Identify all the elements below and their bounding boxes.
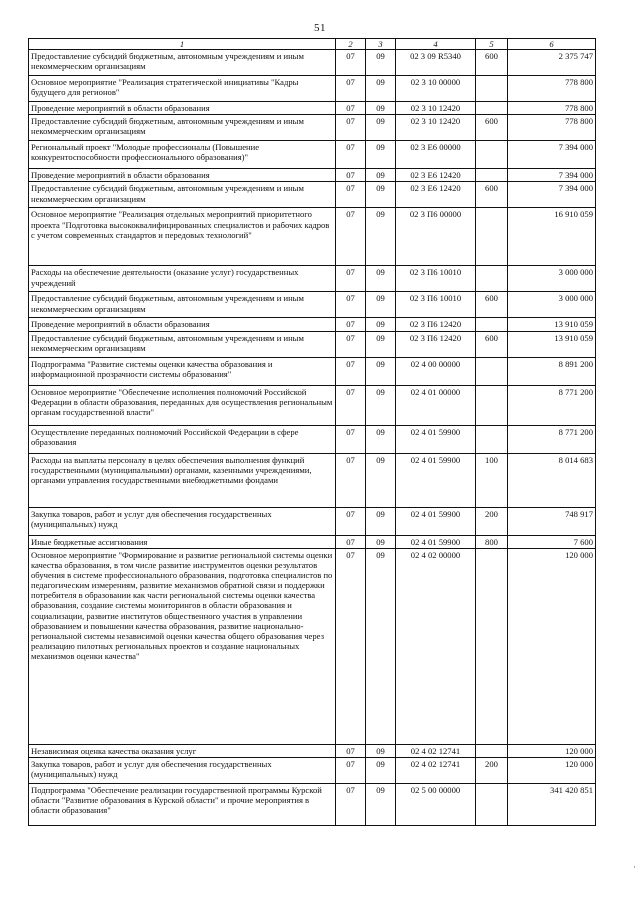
- row-amount-cell: 8 891 200: [508, 357, 596, 385]
- row-subsection-cell: 09: [366, 331, 396, 357]
- row-subsection-cell: 09: [366, 169, 396, 182]
- header-cell-target-article: 4: [396, 39, 476, 50]
- row-name-cell: Предоставление субсидий бюджетным, автономным учреждениям и иным некоммерческим организациям: [29, 331, 336, 357]
- row-amount-cell: 13 910 059: [508, 331, 596, 357]
- row-expense-type-cell: 600: [476, 115, 508, 141]
- row-subsection-cell: 09: [366, 507, 396, 535]
- table-row: [29, 76, 596, 102]
- row-expense-type-cell: [476, 357, 508, 385]
- page-number: 51: [314, 22, 326, 34]
- row-amount-cell: 120 000: [508, 744, 596, 757]
- table-row: [29, 425, 596, 453]
- row-target-article-cell: 02 4 01 59900: [396, 453, 476, 507]
- row-subsection-cell: 09: [366, 76, 396, 102]
- row-target-article-cell: 02 3 П6 12420: [396, 318, 476, 331]
- row-expense-type-cell: [476, 169, 508, 182]
- row-name-cell: Расходы на обеспечение деятельности (оказание услуг) государственных учреждений: [29, 266, 336, 292]
- header-cell-expense-type: 5: [476, 39, 508, 50]
- row-section-cell: 07: [336, 331, 366, 357]
- row-expense-type-cell: [476, 318, 508, 331]
- row-section-cell: 07: [336, 292, 366, 318]
- row-amount-cell: 7 394 000: [508, 169, 596, 182]
- row-target-article-cell: 02 3 09 R5340: [396, 50, 476, 76]
- row-target-article-cell: 02 3 П6 12420: [396, 331, 476, 357]
- row-name-cell: Закупка товаров, работ и услуг для обеспечения государственных (муниципальных) нужд: [29, 507, 336, 535]
- row-expense-type-cell: [476, 141, 508, 169]
- header-cell-subsection: 3: [366, 39, 396, 50]
- row-expense-type-cell: [476, 266, 508, 292]
- row-subsection-cell: 09: [366, 425, 396, 453]
- row-target-article-cell: 02 4 01 59900: [396, 507, 476, 535]
- row-section-cell: 07: [336, 182, 366, 208]
- row-target-article-cell: 02 4 01 59900: [396, 425, 476, 453]
- row-expense-type-cell: 600: [476, 50, 508, 76]
- row-subsection-cell: 09: [366, 757, 396, 783]
- table-row: [29, 318, 596, 331]
- row-name-cell: Иные бюджетные ассигнования: [29, 535, 336, 548]
- row-section-cell: 07: [336, 76, 366, 102]
- row-amount-cell: 8 014 683: [508, 453, 596, 507]
- row-subsection-cell: 09: [366, 318, 396, 331]
- row-name-cell: Предоставление субсидий бюджетным, автономным учреждениям и иным некоммерческим организациям: [29, 50, 336, 76]
- table-row: [29, 292, 596, 318]
- table-row: [29, 548, 596, 744]
- row-amount-cell: 778 800: [508, 102, 596, 115]
- table-body: [29, 50, 596, 826]
- row-subsection-cell: 09: [366, 535, 396, 548]
- table-row: [29, 141, 596, 169]
- row-subsection-cell: 09: [366, 385, 396, 425]
- table-row: [29, 102, 596, 115]
- row-subsection-cell: 09: [366, 292, 396, 318]
- row-target-article-cell: 02 3 E6 12420: [396, 169, 476, 182]
- row-name-cell: Основное мероприятие "Формирование и развитие региональной системы оценки качества образования, в том числе развитие инструментов оценки результатов обучения в системе профессионального образования, подготовка специалистов по педагогическим измерениям, развитие механизмов обратной связи и поддержки потребителя в образовании как части региональной системы оценки качества образования, создание системы мониторингов в области образования и социализации, развитие институтов общественного участия в управлении образованием и повышении качества образования, развитие национально- региональной системы независимой оценки качества общего образования через реализацию пилотных региональных проектов и создание национальных механизмов оценки качества": [29, 548, 336, 744]
- row-name-cell: Подпрограмма "Развитие системы оценки качества образования и информационной прозрачности системы образования": [29, 357, 336, 385]
- row-target-article-cell: 02 3 10 12420: [396, 102, 476, 115]
- table-row: [29, 783, 596, 825]
- row-section-cell: 07: [336, 507, 366, 535]
- row-name-cell: Предоставление субсидий бюджетным, автономным учреждениям и иным некоммерческим организациям: [29, 115, 336, 141]
- row-subsection-cell: 09: [366, 357, 396, 385]
- table-row: [29, 182, 596, 208]
- row-name-cell: Подпрограмма "Обеспечение реализации государственной программы Курской области "Развитие образования в Курской области" и прочие мероприятия в области образования": [29, 783, 336, 825]
- row-expense-type-cell: 100: [476, 453, 508, 507]
- row-name-cell: Проведение мероприятий в области образования: [29, 102, 336, 115]
- row-section-cell: 07: [336, 115, 366, 141]
- row-subsection-cell: 09: [366, 266, 396, 292]
- row-expense-type-cell: 200: [476, 507, 508, 535]
- row-amount-cell: 3 000 000: [508, 266, 596, 292]
- table-row: [29, 266, 596, 292]
- row-amount-cell: 3 000 000: [508, 292, 596, 318]
- row-target-article-cell: 02 3 E6 00000: [396, 141, 476, 169]
- header-cell-section: 2: [336, 39, 366, 50]
- row-target-article-cell: 02 3 E6 12420: [396, 182, 476, 208]
- row-amount-cell: 748 917: [508, 507, 596, 535]
- row-target-article-cell: 02 4 02 12741: [396, 744, 476, 757]
- row-target-article-cell: 02 4 02 00000: [396, 548, 476, 744]
- row-amount-cell: 8 771 200: [508, 425, 596, 453]
- row-amount-cell: 2 375 747: [508, 50, 596, 76]
- row-name-cell: Проведение мероприятий в области образования: [29, 169, 336, 182]
- table-row: [29, 744, 596, 757]
- row-name-cell: Основное мероприятие "Обеспечение исполнения полномочий Российской Федерации в области образования, переданных для осуществления региональным органам государственной власти": [29, 385, 336, 425]
- table-row: [29, 50, 596, 76]
- header-cell-amount: 6: [508, 39, 596, 50]
- row-subsection-cell: 09: [366, 141, 396, 169]
- row-subsection-cell: 09: [366, 115, 396, 141]
- header-cell-name: 1: [29, 39, 336, 50]
- table-row: [29, 453, 596, 507]
- table-header-row: [29, 39, 596, 50]
- row-target-article-cell: 02 4 00 00000: [396, 357, 476, 385]
- row-expense-type-cell: [476, 425, 508, 453]
- row-section-cell: 07: [336, 548, 366, 744]
- row-section-cell: 07: [336, 208, 366, 266]
- row-amount-cell: 778 800: [508, 76, 596, 102]
- row-expense-type-cell: [476, 208, 508, 266]
- row-section-cell: 07: [336, 169, 366, 182]
- row-target-article-cell: 02 3 П6 10010: [396, 292, 476, 318]
- row-section-cell: 07: [336, 535, 366, 548]
- row-expense-type-cell: 600: [476, 331, 508, 357]
- row-target-article-cell: 02 3 П6 10010: [396, 266, 476, 292]
- row-target-article-cell: 02 4 02 12741: [396, 757, 476, 783]
- row-expense-type-cell: [476, 102, 508, 115]
- row-subsection-cell: 09: [366, 182, 396, 208]
- row-subsection-cell: 09: [366, 208, 396, 266]
- row-expense-type-cell: [476, 744, 508, 757]
- row-subsection-cell: 09: [366, 783, 396, 825]
- row-name-cell: Предоставление субсидий бюджетным, автономным учреждениям и иным некоммерческим организациям: [29, 182, 336, 208]
- row-target-article-cell: 02 4 01 59900: [396, 535, 476, 548]
- row-name-cell: Основное мероприятие "Реализация отдельных мероприятий приоритетного проекта "Подготовка высококвалифицированных специалистов и рабочих кадров с учетом современных стандартов и передовых технологий": [29, 208, 336, 266]
- row-expense-type-cell: 200: [476, 757, 508, 783]
- row-subsection-cell: 09: [366, 744, 396, 757]
- row-name-cell: Проведение мероприятий в области образования: [29, 318, 336, 331]
- row-amount-cell: 120 000: [508, 757, 596, 783]
- table-row: [29, 357, 596, 385]
- row-name-cell: Расходы на выплаты персоналу в целях обеспечения выполнения функций государственными (муниципальными) органами, казенными учреждениями, органами управления государственными внебюджетными фондами: [29, 453, 336, 507]
- budget-table: [28, 38, 596, 826]
- row-amount-cell: 7 600: [508, 535, 596, 548]
- row-section-cell: 07: [336, 757, 366, 783]
- row-expense-type-cell: [476, 385, 508, 425]
- row-subsection-cell: 09: [366, 548, 396, 744]
- row-name-cell: Закупка товаров, работ и услуг для обеспечения государственных (муниципальных) нужд: [29, 757, 336, 783]
- row-section-cell: 07: [336, 744, 366, 757]
- table-row: [29, 169, 596, 182]
- table-row: [29, 331, 596, 357]
- row-amount-cell: 341 420 851: [508, 783, 596, 825]
- table-row: [29, 208, 596, 266]
- row-expense-type-cell: 800: [476, 535, 508, 548]
- table-row: [29, 507, 596, 535]
- row-amount-cell: 7 394 000: [508, 141, 596, 169]
- row-section-cell: 07: [336, 783, 366, 825]
- row-amount-cell: 13 910 059: [508, 318, 596, 331]
- row-name-cell: Региональный проект "Молодые профессионалы (Повышение конкурентоспособности профессионального образования)": [29, 141, 336, 169]
- row-section-cell: 07: [336, 102, 366, 115]
- row-section-cell: 07: [336, 425, 366, 453]
- row-amount-cell: 7 394 000: [508, 182, 596, 208]
- row-target-article-cell: 02 3 10 12420: [396, 115, 476, 141]
- row-target-article-cell: 02 5 00 00000: [396, 783, 476, 825]
- row-section-cell: 07: [336, 357, 366, 385]
- row-section-cell: 07: [336, 141, 366, 169]
- row-name-cell: Основное мероприятие "Реализация стратегической инициативы "Кадры будущего для регионов": [29, 76, 336, 102]
- row-subsection-cell: 09: [366, 102, 396, 115]
- row-amount-cell: 120 000: [508, 548, 596, 744]
- row-section-cell: 07: [336, 266, 366, 292]
- table-row: [29, 385, 596, 425]
- row-expense-type-cell: 600: [476, 292, 508, 318]
- edge-mark: ·: [633, 862, 636, 872]
- table-row: [29, 115, 596, 141]
- row-section-cell: 07: [336, 50, 366, 76]
- row-subsection-cell: 09: [366, 50, 396, 76]
- row-expense-type-cell: 600: [476, 182, 508, 208]
- row-name-cell: Осуществление переданных полномочий Российской Федерации в сфере образования: [29, 425, 336, 453]
- row-target-article-cell: 02 4 01 00000: [396, 385, 476, 425]
- row-expense-type-cell: [476, 783, 508, 825]
- row-amount-cell: 16 910 059: [508, 208, 596, 266]
- row-name-cell: Независимая оценка качества оказания услуг: [29, 744, 336, 757]
- row-section-cell: 07: [336, 385, 366, 425]
- table-row: [29, 535, 596, 548]
- row-name-cell: Предоставление субсидий бюджетным, автономным учреждениям и иным некоммерческим организациям: [29, 292, 336, 318]
- row-section-cell: 07: [336, 453, 366, 507]
- row-section-cell: 07: [336, 318, 366, 331]
- row-amount-cell: 8 771 200: [508, 385, 596, 425]
- row-amount-cell: 778 800: [508, 115, 596, 141]
- row-expense-type-cell: [476, 76, 508, 102]
- row-target-article-cell: 02 3 П6 00000: [396, 208, 476, 266]
- row-subsection-cell: 09: [366, 453, 396, 507]
- row-target-article-cell: 02 3 10 00000: [396, 76, 476, 102]
- table-row: [29, 757, 596, 783]
- row-expense-type-cell: [476, 548, 508, 744]
